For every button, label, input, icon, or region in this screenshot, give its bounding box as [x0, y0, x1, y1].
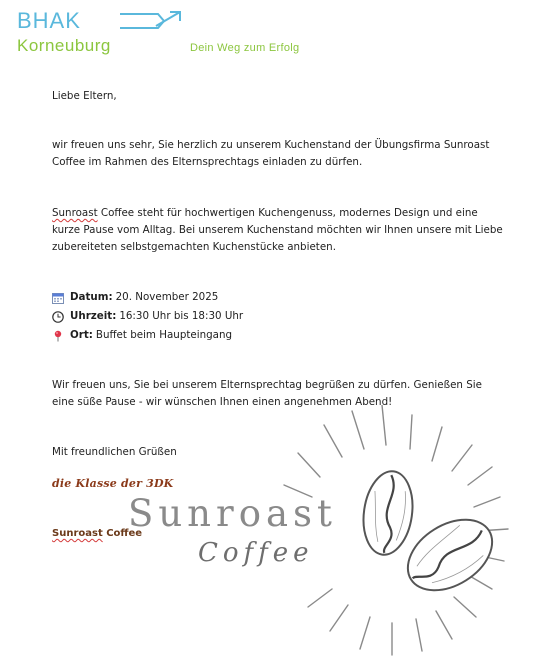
event-details: [52, 289, 507, 344]
school-slogan: Dein Weg zum Erfolg: [190, 42, 300, 54]
greeting: Liebe Eltern,: [52, 90, 117, 102]
school-city-text: Korneuburg: [17, 36, 111, 55]
closing-phrase: Mit freundlichen Grüßen: [52, 446, 177, 458]
detail-time: Uhrzeit: 16:30 Uhr bis 18:30 Uhr: [52, 308, 507, 325]
spellcheck-word: Sunroast: [52, 528, 103, 539]
calendar-icon: [52, 292, 64, 304]
detail-date: Datum: 20. November 2025: [52, 289, 507, 306]
clock-icon: [52, 311, 64, 323]
pin-icon: [52, 330, 64, 342]
paragraph-company: Sunroast Coffee steht für hochwertigen Kuchengenuss, modernes Design und eine kurze Pause vom Alltag. Bei unserem Kuchenstand möchten wir Ihnen unsere mit Liebe zubereiteten selbstgemachten Kuchenstücke anbieten.: [52, 207, 503, 253]
company-name: Sunroast Coffee: [52, 528, 143, 539]
coffee-bean-upper: [358, 468, 417, 558]
brand-subtitle: Coffee: [198, 538, 314, 568]
brand-wordmark: Sunroast: [128, 492, 337, 535]
paragraph-closing: Wir freuen uns, Sie bei unserem Elternsprechtag begrüßen zu dürfen. Genießen Sie eine süße Pause - wir wünschen Ihnen einen angenehmen Abend!: [52, 379, 482, 408]
spellcheck-word: Sunroast: [52, 207, 98, 219]
paragraph-intro: wir freuen uns sehr, Sie herzlich zu unserem Kuchenstand der Übungsfirma Sunroast Coffee im Rahmen des Elternsprechtags einladen zu dürfen.: [52, 139, 490, 168]
signature: die Klasse der 3DK: [52, 477, 174, 490]
logo-arrow-icon: [118, 10, 184, 32]
school-logo-text: BHAK: [17, 8, 81, 33]
detail-location: Ort: Buffet beim Haupteingang: [52, 327, 507, 344]
